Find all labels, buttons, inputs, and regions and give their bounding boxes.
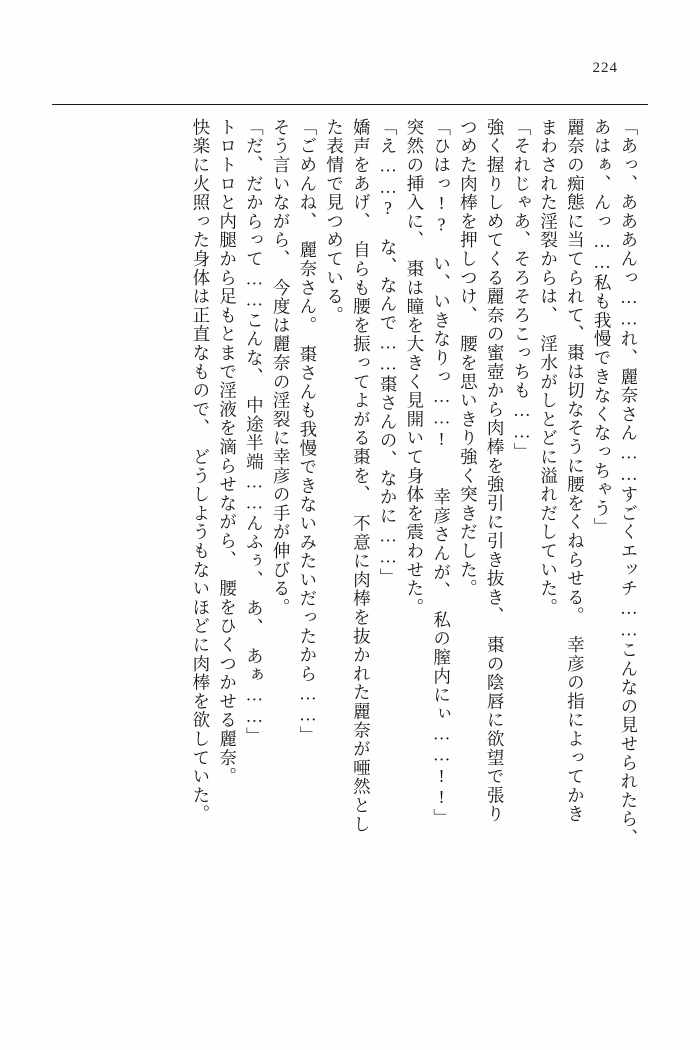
text-column: つめた肉棒を押しつけ、 腰を思いきり強く突きだした。 — [458, 118, 479, 599]
body-text — [58, 118, 642, 978]
text-column: 「え……? な、なんで……棗さんの、なかに……」 — [378, 118, 399, 587]
text-column: あはぁ、んっ……私も我慢できなくなっちゃう」 — [592, 118, 613, 537]
header-rule — [52, 104, 648, 105]
text-column: 突然の挿入に、 棗は瞳を大きく見開いて身体を震わせた。 — [404, 118, 425, 617]
text-column: 強く握りしめてくる麗奈の蜜壺から肉棒を強引に引き抜き、 棗の陰唇に欲望で張り — [485, 118, 506, 824]
text-column: そう言いながら、 今度は麗奈の淫裂に幸彦の手が伸びる。 — [271, 118, 292, 617]
text-column: 「あっ、あああんっ……れ、麗奈さん……すごくエッチ……こんなの見せられたら、 — [618, 118, 639, 848]
text-column: 快楽に火照った身体は正直なもので、 どうしようもないほどに肉棒を欲していた。 — [190, 118, 211, 824]
text-column: 「だ、だからって……こんな、 中途半端……んふぅ、 あ、 あぁ……」 — [244, 118, 265, 746]
text-column: 麗奈の痴態に当てられて、棗は切なそうに腰をくねらせる。 幸彦の指によってかき — [565, 118, 586, 824]
text-column: 「ごめんね、 麗奈さん。 棗さんも我慢できないみたいだったから……」 — [297, 118, 318, 745]
text-column: た表情で見つめている。 — [324, 118, 345, 325]
page-number: 224 — [592, 60, 618, 76]
text-column: トロトロと内腿から足もとまで淫液を滴らせながら、 腰をひくつかせる麗奈。 — [217, 118, 238, 787]
text-column: 「それじゃあ、そろそろこっちも……」 — [511, 118, 532, 462]
text-column: 「ひはっ!? い、いきなりっ……! 幸彦さんが、 私の膣内にぃ……!!」 — [431, 118, 452, 828]
text-column: まわされた淫裂からは、 淫水がしとどに溢れだしていた。 — [538, 118, 559, 617]
text-column: 嬌声をあげ、 自らも腰を振ってよがる棗を、 不意に肉棒を抜かれた麗奈が唖然とし — [351, 118, 372, 834]
